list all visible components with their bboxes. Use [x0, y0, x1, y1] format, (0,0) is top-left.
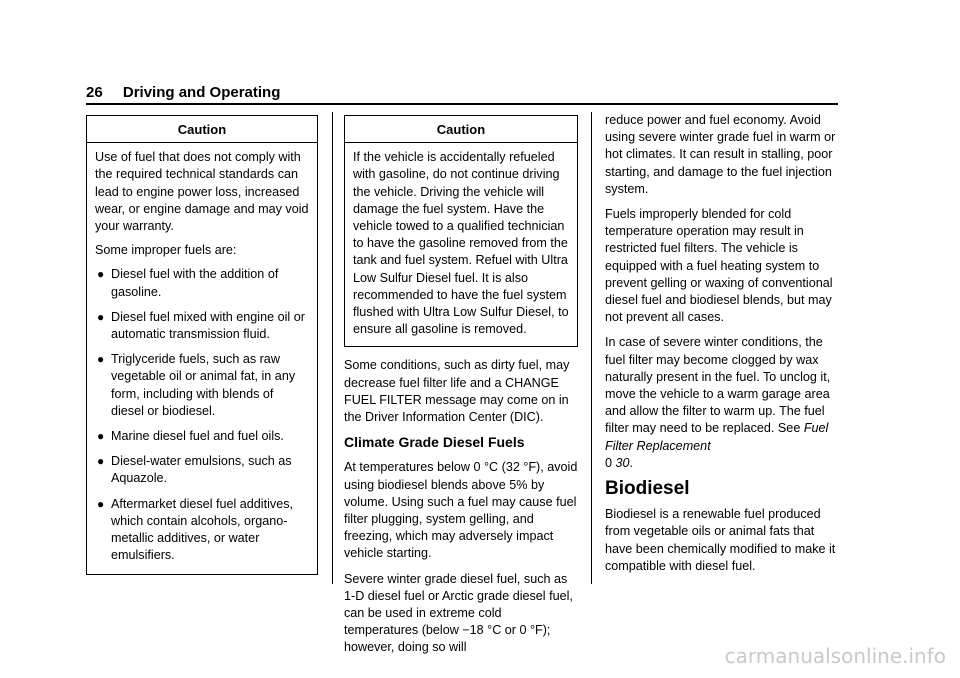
clogged-filter-paragraph: In case of severe winter conditions, the fuel filter may become clogged by wax naturally present in the fuel. To unclog it, move the vehicle to a warm garage area and allow the filter to warm up. The fuel filter may need to be replaced. See Fuel Filter Replacement 0 30.: [605, 335, 831, 470]
winter-grade-continued: reduce power and fuel economy. Avoid using severe winter grade fuel in warm or hot climates. It can result in stalling, poor starting, and damage to the fuel injection system.: [605, 113, 836, 196]
page-number: 26: [86, 84, 103, 101]
bullet-icon: ●: [97, 496, 105, 511]
list-item: ● Triglyceride fuels, such as raw vegetable oil or animal fat, in any form, including with blends of diesel or biodiesel.: [97, 352, 296, 418]
caution-box-2: [344, 115, 578, 347]
bullet-icon: ●: [97, 429, 105, 444]
page-header: [86, 84, 280, 101]
caution-text-2: If the vehicle is accidentally refueled with gasoline, do not continue driving the vehicle. Driving the vehicle will damage the fuel system. Have the vehicle towed to a qualified technician to have the gasoline removed from the tank and fuel system. Refuel with Ultra Low Sulfur Diesel fuel. It is also recommended to have the fuel system flushed with Ultra Low Sulfur Diesel, to ensure all gasoline is removed.: [353, 150, 569, 337]
improper-fuels-list: [95, 266, 309, 564]
caution-text-1: Use of fuel that does not comply with the required technical standards can lead to engine power loss, increased wear, or engine damage and may void your warranty.: [95, 150, 309, 234]
bullet-icon: ●: [97, 309, 105, 324]
fuel-filter-replacement-link[interactable]: Fuel Filter Replacement: [605, 421, 829, 453]
column-1: [86, 115, 318, 575]
climate-grade-heading: Climate Grade Diesel Fuels: [344, 434, 525, 451]
caution-title-1: Caution: [87, 116, 317, 143]
caution-box-1: [86, 115, 318, 575]
column-divider-1: [332, 112, 333, 584]
biodiesel-paragraph: Biodiesel is a renewable fuel produced from vegetable oils or animal fats that have been chemically modified to make it compatible with diesel fuel.: [605, 507, 836, 573]
bullet-icon: ●: [97, 454, 105, 469]
list-item: ● Diesel fuel with the addition of gasoline.: [97, 267, 279, 299]
list-item: ● Diesel-water emulsions, such as Aquazole.: [97, 454, 292, 486]
winter-grade-paragraph: Severe winter grade diesel fuel, such as 1-D diesel fuel or Arctic grade diesel fuel, can be used in extreme cold temperatures (below −18 °C or 0 °F); however, doing so will: [344, 571, 573, 655]
bullet-icon: ●: [97, 352, 105, 367]
biodiesel-heading: Biodiesel: [605, 478, 690, 500]
dic-message-paragraph: Some conditions, such as dirty fuel, may decrease fuel filter life and a CHANGE FUEL FILTER message may come on in the Driver Information Center (DIC).: [344, 358, 570, 425]
list-item: ● Diesel fuel mixed with engine oil or automatic transmission fluid.: [97, 309, 305, 342]
section-title: Driving and Operating: [122, 84, 281, 101]
bullet-icon: ●: [97, 267, 105, 282]
column-divider-2: [591, 112, 592, 584]
watermark: carmanualsonline.info: [724, 644, 946, 668]
column-3: [605, 112, 839, 583]
list-item: ● Marine diesel fuel and fuel oils.: [95, 428, 309, 445]
list-item: ● Aftermarket diesel fuel additives, which contain alcohols, organo-metallic additives, or water emulsifiers.: [97, 496, 293, 563]
page-ref-number[interactable]: 30: [615, 455, 630, 470]
header-rule: [86, 103, 838, 105]
column-2: [344, 115, 578, 665]
biodiesel-blend-paragraph: At temperatures below 0 °C (32 °F), avoid using biodiesel blends above 5% by volume. Using such a fuel may cause fuel filter plugging, system gelling, and freezing, which may adversely impact vehicle starting.: [344, 460, 578, 561]
cold-blend-paragraph: Fuels improperly blended for cold temperature operation may result in restricted fuel filters. The vehicle is equipped with a fuel heating system to prevent gelling or waxing of conventional diesel fuel and biodiesel blends, but may not prevent all cases.: [605, 207, 833, 325]
page-ref-icon: 0: [605, 455, 613, 470]
caution-title-2: Caution: [345, 116, 577, 143]
caution-list-intro: Some improper fuels are:: [95, 243, 237, 258]
